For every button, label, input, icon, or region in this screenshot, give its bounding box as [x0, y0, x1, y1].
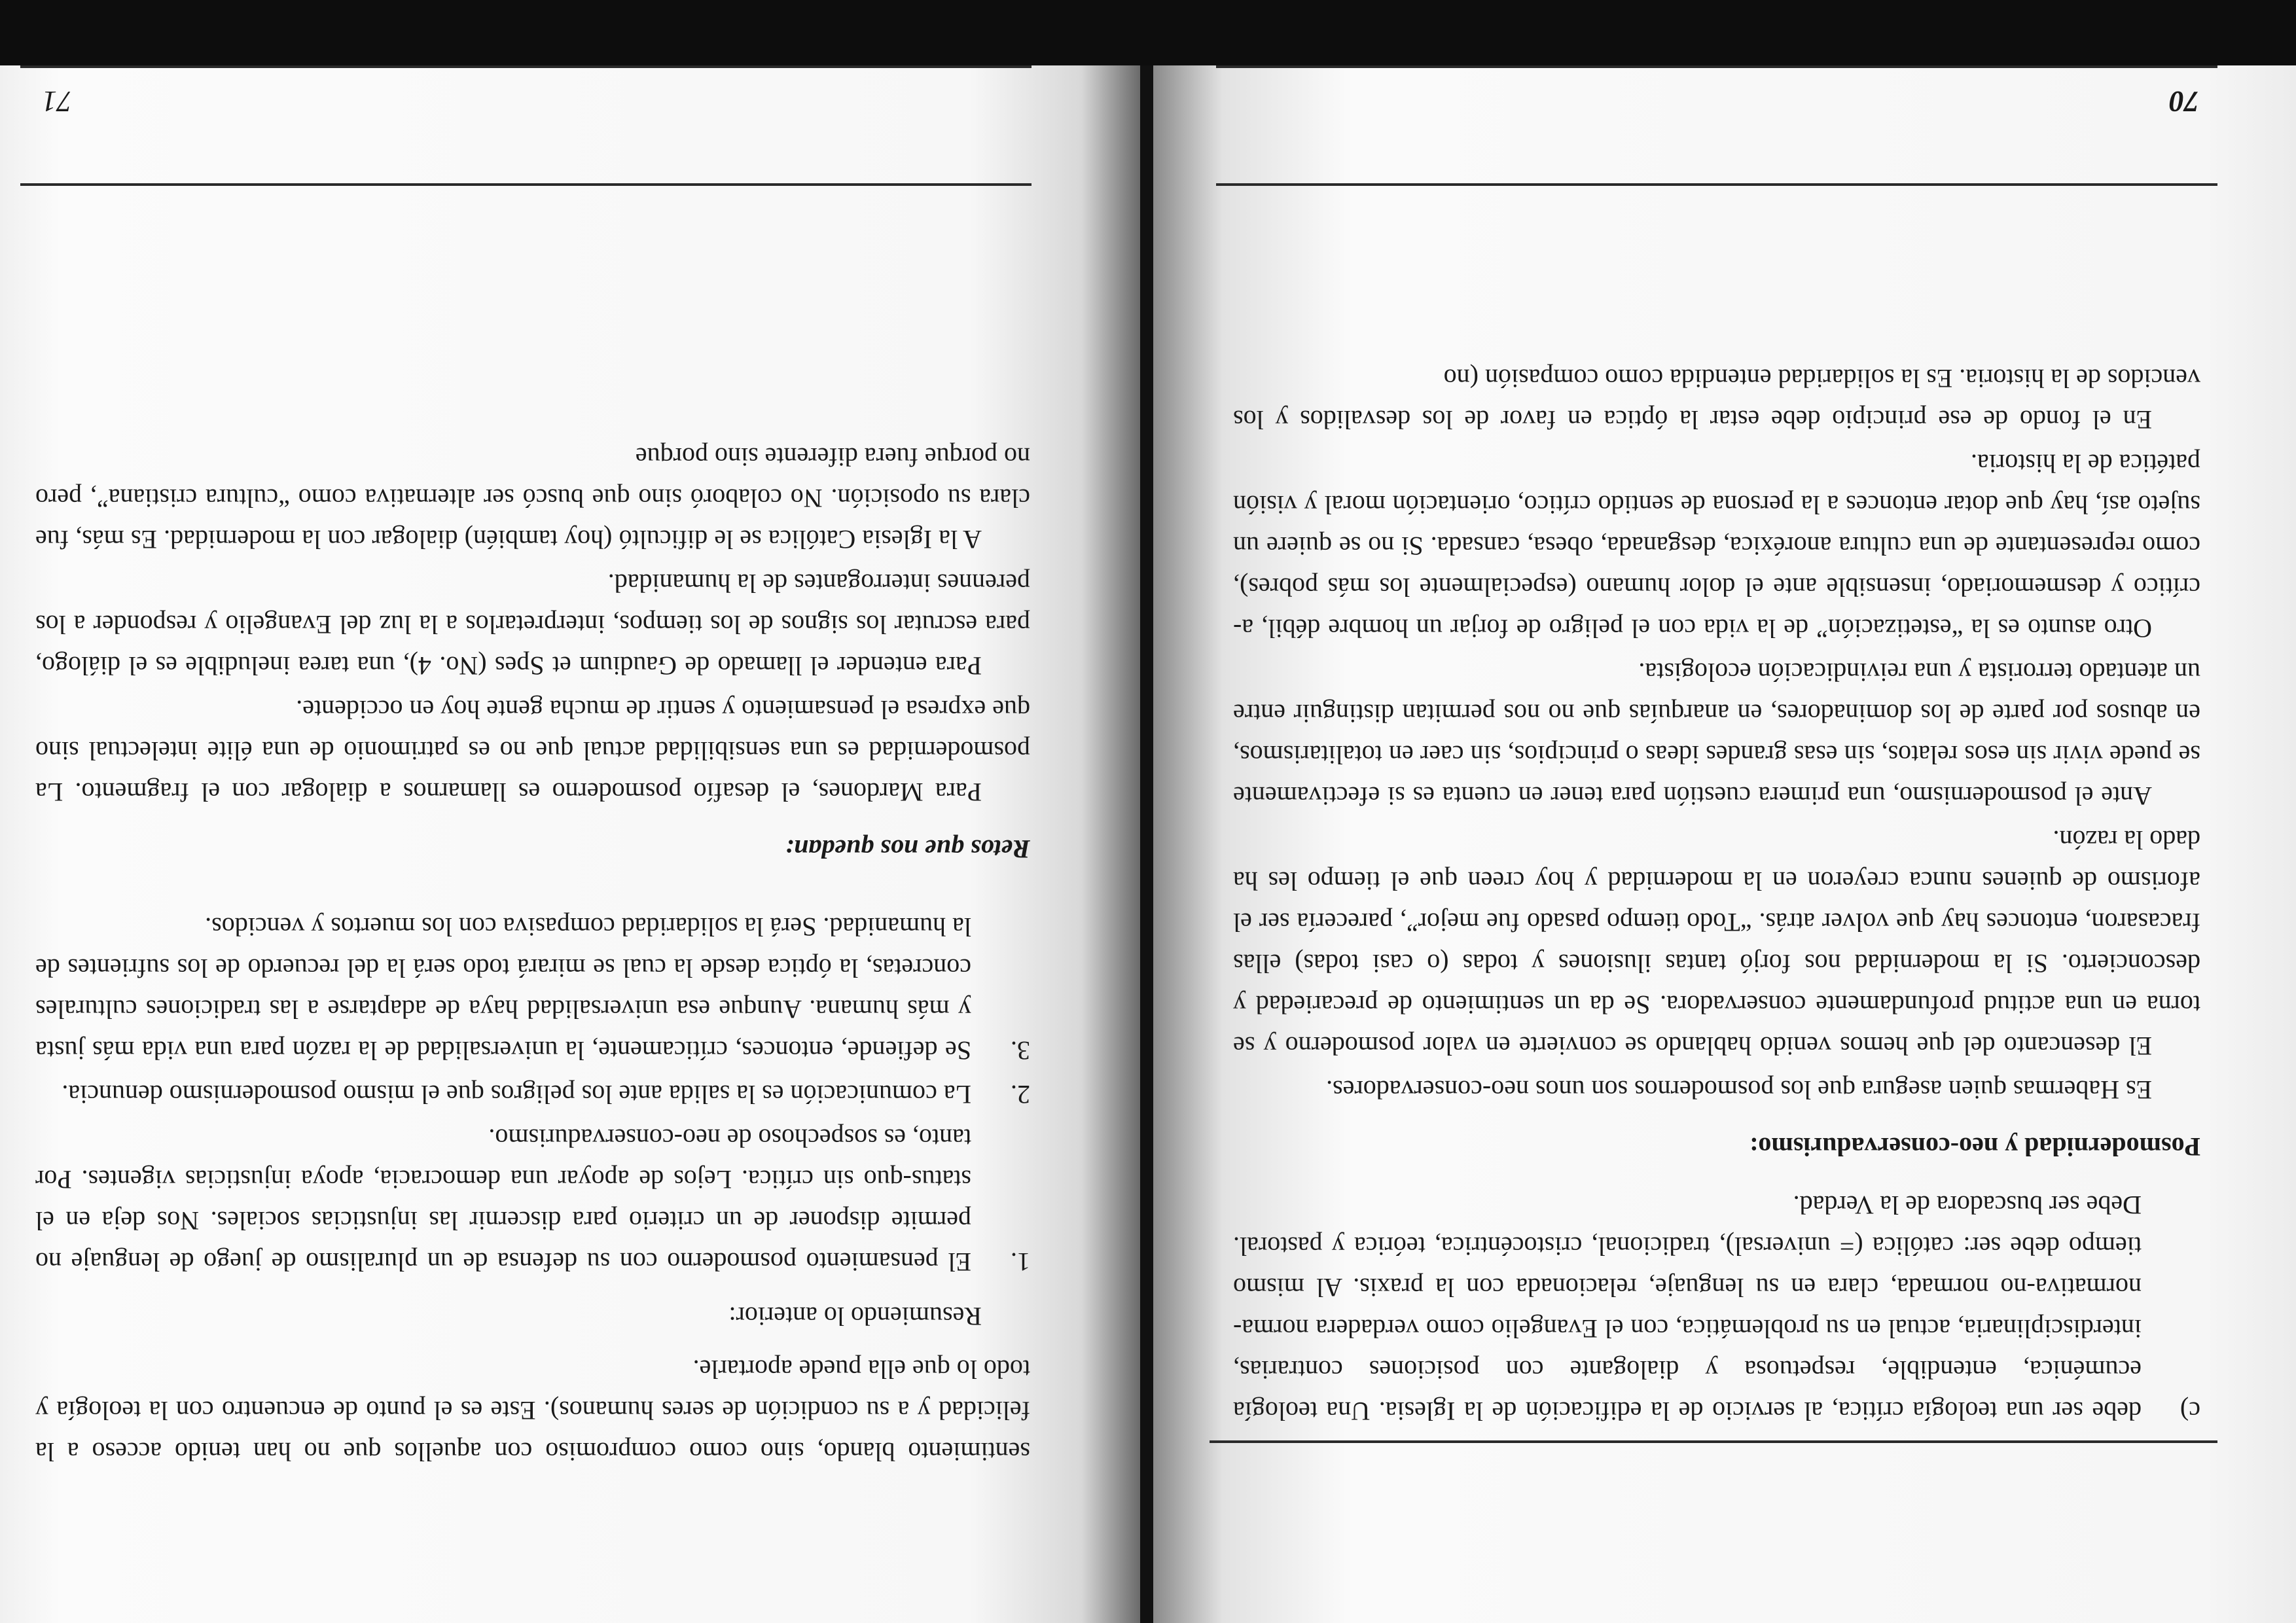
list-item-c	[1233, 1185, 2200, 1432]
list-marker: 2.	[1011, 1080, 1030, 1109]
list-item	[35, 1074, 1030, 1115]
paragraph: Para entender el llamado de Gaudium et Spes (No. 4), una tarea ineludible es el diálogo, para escrutar los signos de los tiempos, interpretarlos a la luz del Evangelio y responder a los perennes interrogantes de la humanidad.	[35, 569, 1030, 681]
paragraph: Es Habermas quien asegura que los posmodernos son unos neo-conservadores.	[1326, 1075, 2152, 1105]
paragraph: En el fondo de ese principio debe estar la óptica en favor de los desvalidos y los vencidos de la historia. Es la solidaridad entendida como compasión (no	[1233, 364, 2200, 435]
paragraph: El desencanto del que hemos venido hablando se convierte en valor posmoderno y se torna en una actitud profundamente conservadora. Se da un sentimiento de precariedad y desconcierto. Si la modernidad nos forjó tantas ilusiones y todas (o casi todas) ellas fracasaron, entonces hay que volver atrás. “Todo tiempo pasado fue mejor”, parecería ser el aforismo de quienes nunca creyeron en la modernidad y hoy creen que el tiempo les ha dado la razón.	[1233, 825, 2200, 1061]
list-item-text: debe ser una teología crítica, al servicio de la edificación de la Iglesia. Una teología ecuménica, entendible, respetuosa y dialogante con posiciones contrarias, interdisciplinaria, actual en su problemática, con el Evangelio como verdadera norma-normativa-no normada, clara en su lenguaje, relacionada con la praxis. Al mismo tiempo debe ser: católica (= universal), tradicional, cristocéntrica, teórica y pastoral. Debe ser buscadora de la Verdad.	[1233, 1190, 2142, 1426]
paragraph: Ante el posmodernismo, una primera cuestión para tener en cuenta es si efectivamente se puede vivir sin esos relatos, sin esas grandes ideas o principios, sin caer en totalitarismos, en abusos por parte de los dominadores, en anarquías que no nos permitan distinguir entre un atentado terrorista y una reivindicación ecologista.	[1233, 658, 2200, 811]
list-item-text: Se defiende, entonces, críticamente, la universalidad de la razón para una vida más justa y más humana. Aunque esa universalidad haya de adaptarse a las tradiciones culturales concretas, la óptica desde la cual se mirará todo será la del recuerdo de los sufrientes de la humanidad. Será la solidaridad compasiva con los muertos y vencidos.	[35, 912, 971, 1065]
section-heading: Retos que nos quedan:	[785, 834, 1030, 864]
left-page	[1153, 65, 2296, 1623]
header-rule	[1216, 183, 2217, 186]
section-rule	[1210, 1440, 2217, 1443]
list-marker: 1.	[1011, 1247, 1030, 1277]
paragraph: Para Mardones, el desafío posmoderno es llamarnos a dialogar con el fragmento. La posmodernidad es una sensibilidad actual que no es patrimonio de una élite intelectual sino que expresa el pensamiento y sentir de mucha gente hoy en occidente.	[35, 695, 1030, 807]
list-item-text: El pensamiento posmoderno con su defensa de un pluralismo de juego de lenguaje no permite disponer de un criterio para discernir las injusticias sociales. Nos deja en el status-quo sin crítica. Lejos de apoyar una democracia, apoya injusticias vigentes. Por tanto, es sospechoso de neo-conservadurismo.	[35, 1124, 971, 1277]
list-marker: 3.	[1011, 1036, 1030, 1065]
paragraph: Otro asunto es la “estetización” de la vida con el peligro de forjar un hombre débil, a-crítico y desmemoriado, insensible ante el dolor humano (especialmente los más pobres), como representante de una cultura anoréxica, desganada, obesa, cansada. Si no se quiere un sujeto así, hay que dotar entonces a la persona de sentido crítico, orientación moral y visión patética de la historia.	[1233, 449, 2200, 643]
left-page-body	[1233, 358, 2200, 1432]
section-heading: Posmodernidad y neo-conservadurismo:	[1749, 1132, 2200, 1162]
summary-intro: Resumiendo lo anterior:	[728, 1302, 982, 1331]
header-rule-top	[20, 65, 1031, 68]
right-page	[0, 65, 1140, 1623]
paragraph: A la Iglesia Católica se le dificultó (hoy también) dialogar con la modernidad. Es más, fue clara su oposición. No colaboró sino que buscó ser alternativa como “cultura cristiana”, pero no porque fuera diferente sino porque	[35, 442, 1030, 554]
scanner-edge	[0, 0, 2296, 65]
page-number: 70	[2169, 85, 2199, 118]
list-marker: c)	[2179, 1397, 2200, 1426]
header-rule	[20, 183, 1031, 186]
list-item	[35, 906, 1030, 1071]
list-item-text: La comunicación es la salida ante los peligros que el mismo posmodernismo denuncia.	[62, 1080, 971, 1109]
continuation-paragraph: sentimiento blando, sino como compromiso con aquellos que no han tenido acceso a la felicidad y a su condición de seres humanos). Este es el punto de encuentro con la teología y todo lo que ella puede aportarle.	[35, 1355, 1030, 1467]
list-item	[35, 1118, 1030, 1283]
header-rule-top	[1216, 65, 2217, 68]
right-page-body	[35, 437, 1030, 1472]
page-number: 71	[42, 85, 72, 118]
